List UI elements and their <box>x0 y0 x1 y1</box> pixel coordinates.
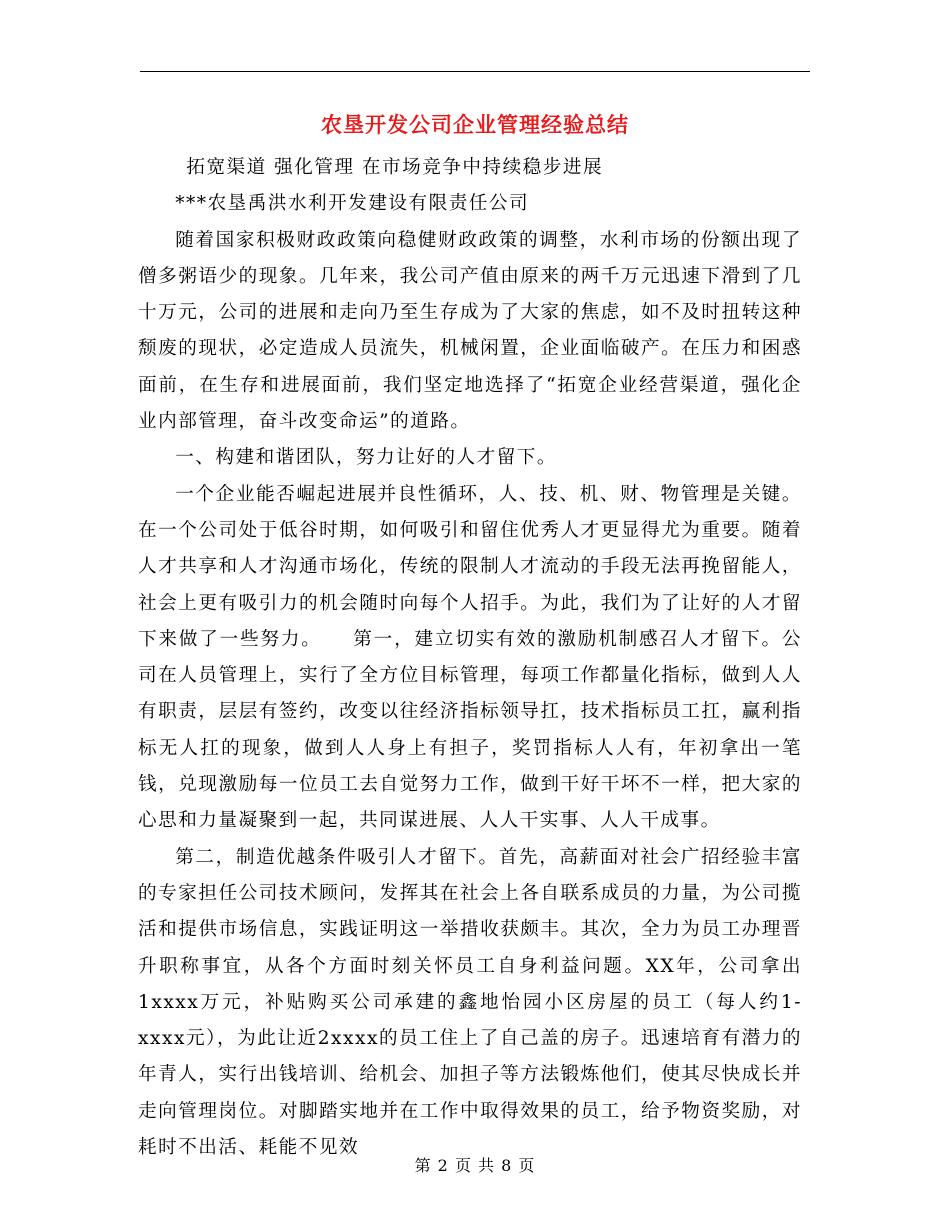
header-rule <box>140 71 810 72</box>
paragraph-second: 第二，制造优越条件吸引人才留下。首先，高薪面对社会广招经验丰富的专家担任公司技术顾问，发挥其在社会上各自联系成员的力量，为公司揽活和提供市场信息，实践证明这一举措收获颇丰。其次，全力为员工办理晋升职称事宜，从各个方面时刻关怀员工自身利益问题。XX年，公司拿出1xxxx万元，补贴购买公司承建的鑫地怡园小区房屋的员工（每人约1-xxxx元），为此让近2xxxx的员工住上了自己盖的房子。迅速培育有潜力的年青人，实行出钱培训、给机会、加担子等方法锻炼他们，使其尽快成长并走向管理岗位。对脚踏实地并在工作中取得效果的员工，给予物资奖励，对耗时不出活、耗能不见效 <box>138 846 802 1159</box>
paragraph-talent: 一个企业能否崛起进展并良性循环，人、技、机、财、物管理是关键。在一个公司处于低谷时期，如何吸引和留住优秀人才更显得尤为重要。随着人才共享和人才沟通市场化，传统的限制人才流动的手段无法再挽留能人，社会上更有吸引力的机会随时向每个人招手。为此，我们为了让好的人才留下来做了一些努力。 第一，建立切实有效的激励机制感召人才留下。公司在人员管理上，实行了全方位目标管理，每项工作都量化指标，做到人人有职责，层层有签约，改变以往经济指标领导扛，技术指标员工扛，赢利指标无人扛的现象，做到人人身上有担子，奖罚指标人人有，年初拿出一笔钱，兑现激励每一位员工去自觉努力工作，做到干好干坏不一样，把大家的心思和力量凝聚到一起，共同谋进展、人人干实事、人人干成事。 <box>138 483 802 832</box>
organization-name: ***农垦禹洪水利开发建设有限责任公司 <box>175 193 530 215</box>
document-subtitle: 拓宽渠道 强化管理 在市场竞争中持续稳步进展 <box>186 157 604 178</box>
section-heading-1: 一、构建和谐团队，努力让好的人才留下。 <box>175 447 557 469</box>
page-title: 农垦开发公司企业管理经验总结 <box>321 112 629 137</box>
paragraph-intro: 随着国家积极财政政策向稳健财政政策的调整，水利市场的份额出现了僧多粥语少的现象。几年来，我公司产值由原来的两千万元迅速下滑到了几十万元，公司的进展和走向乃至生存成为了大家的焦虑，如不及时扭转这种颓废的现状，必定造成人员流失，机械闲置，企业面临破产。在压力和困惑面前，在生存和进展面前，我们坚定地选择了“拓宽企业经营渠道，强化企业内部管理，奋斗改变命运”的道路。 <box>138 229 802 433</box>
document-body <box>138 150 802 1166</box>
page-number: 第 2 页 共 8 页 <box>414 1156 536 1175</box>
